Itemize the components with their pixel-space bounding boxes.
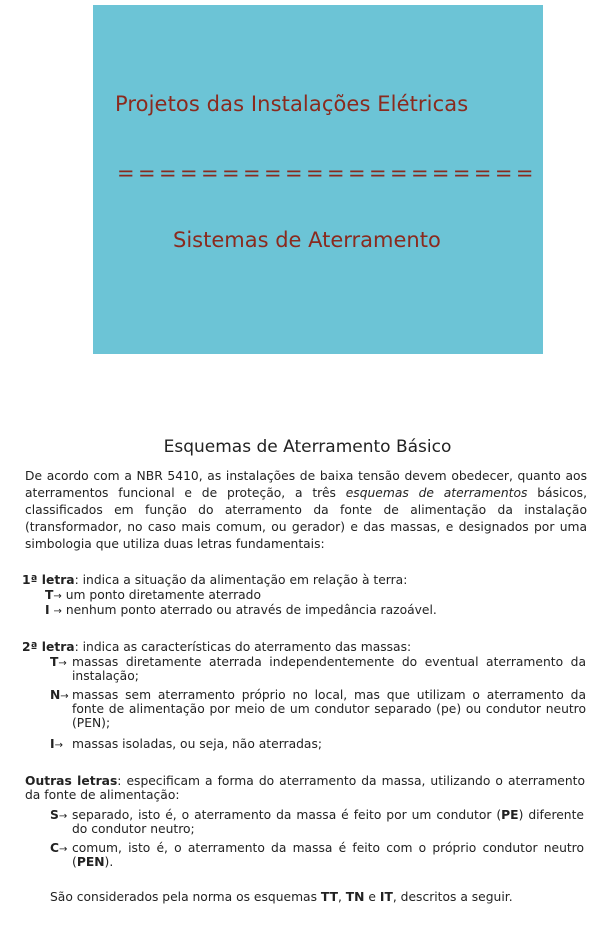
document-page <box>0 400 615 927</box>
list-item-key: S→ <box>50 808 68 822</box>
slide-separator: ==================== <box>117 161 537 185</box>
list-item-key: N→ <box>50 688 69 702</box>
list-item: comum, isto é, o aterramento da massa é feito com o próprio condutor neutro (PEN). <box>72 841 584 869</box>
slide-subtitle: Sistemas de Aterramento <box>173 228 441 252</box>
list-item: massas diretamente aterrada independentemente do eventual aterramento da instalação; <box>72 655 586 683</box>
intro-paragraph: De acordo com a NBR 5410, as instalações de baixa tensão devem obedecer, quanto aos aterramentos funcional e de proteção, a três esquemas de aterramentos básicos, classificados em função do aterramento da fonte de alimentação da instalação (transformador, no caso mais comum, ou gerador) e das massas, e designados por uma simbologia que utiliza duas letras fundamentais: <box>25 469 587 551</box>
list-item: I → nenhum ponto aterrado ou através de impedância razoável. <box>45 603 437 617</box>
second-letter-heading: 2ª letra: indica as características do aterramento das massas: <box>22 640 412 654</box>
list-item-key: C→ <box>50 841 68 855</box>
list-item-key: T→ <box>50 655 67 669</box>
slide-title: Projetos das Instalações Elétricas <box>115 92 469 116</box>
first-letter-heading: 1ª letra: indica a situação da alimentação em relação à terra: <box>22 573 408 587</box>
closing-sentence: São considerados pela norma os esquemas TT, TN e IT, descritos a seguir. <box>50 890 513 904</box>
list-item: massas isoladas, ou seja, não aterradas; <box>72 737 323 751</box>
list-item: massas sem aterramento próprio no local, mas que utilizam o aterramento da fonte de alimentação por meio de um condutor separado (pe) ou condutor neutro (PEN); <box>72 688 586 730</box>
title-slide <box>93 5 543 354</box>
list-item-key: I→ <box>50 737 63 751</box>
document-heading: Esquemas de Aterramento Básico <box>163 437 452 457</box>
list-item: T→ um ponto diretamente aterrado <box>45 588 262 602</box>
other-letters-paragraph: Outras letras: especificam a forma do aterramento da massa, utilizando o aterramento da fonte de alimentação: <box>25 774 586 802</box>
list-item: separado, isto é, o aterramento da massa é feito por um condutor (PE) diferente do condutor neutro; <box>72 808 584 836</box>
